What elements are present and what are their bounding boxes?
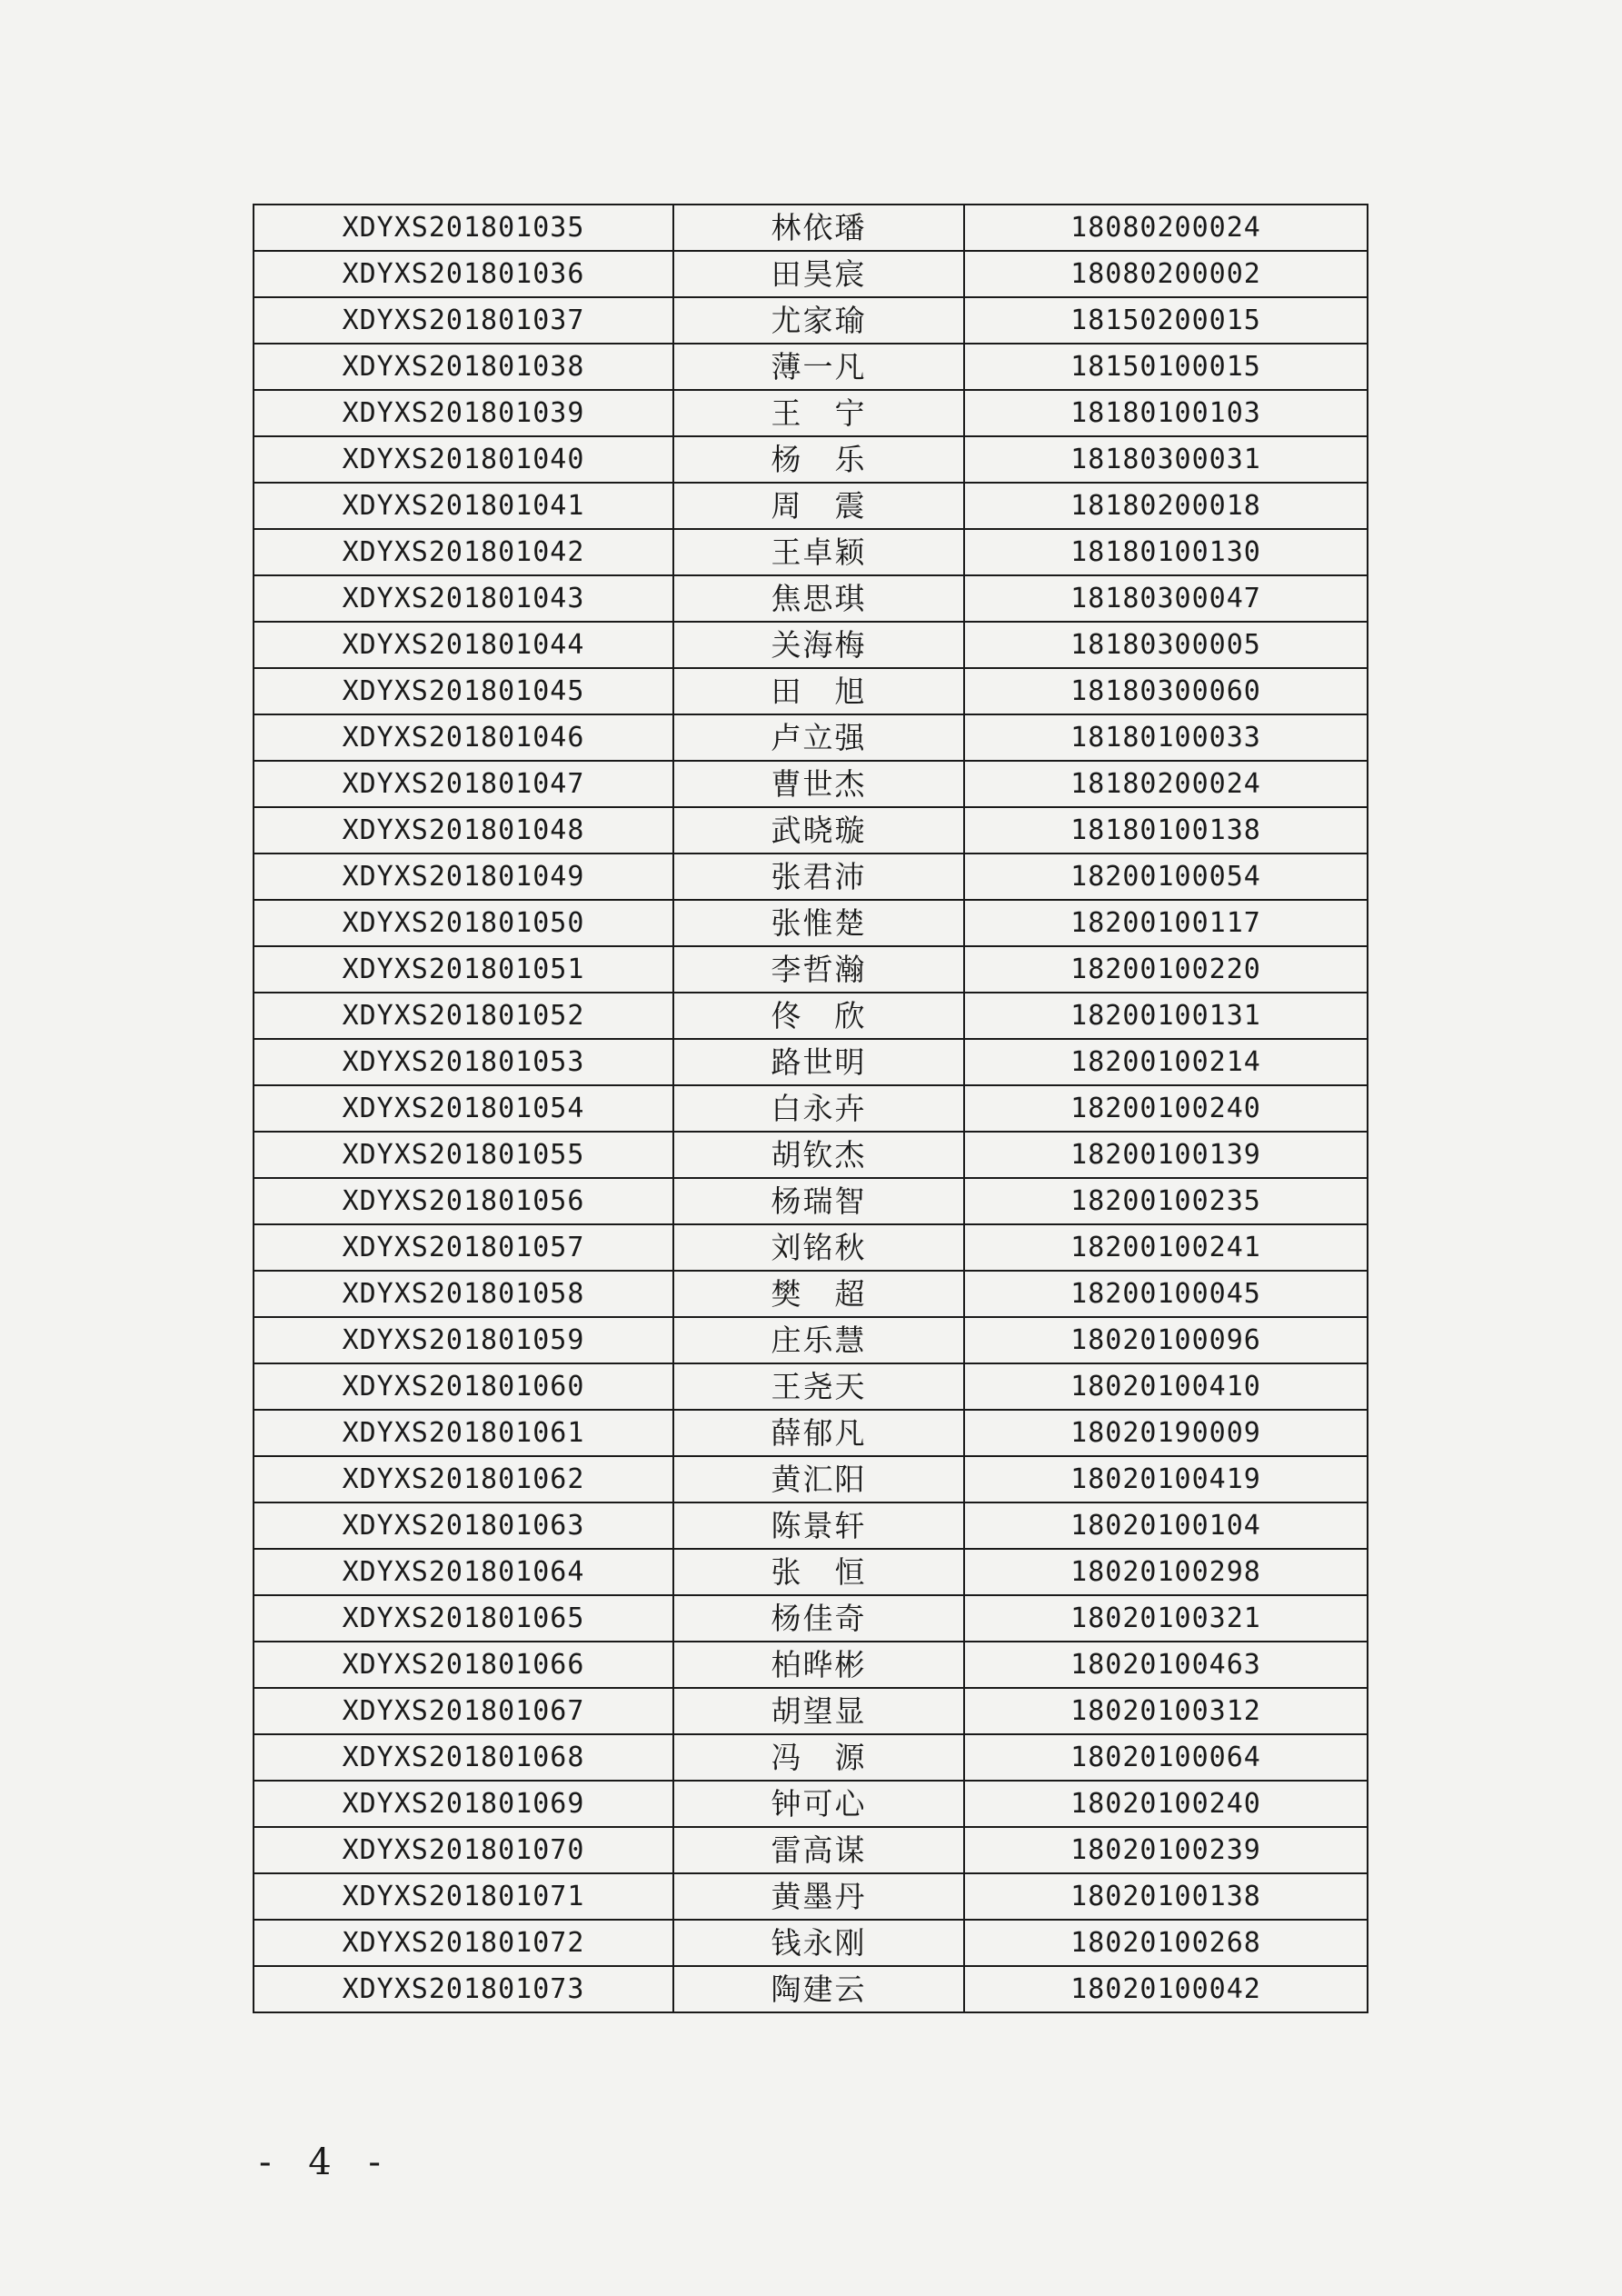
table-row <box>254 575 1368 622</box>
table-row <box>254 854 1368 900</box>
student-id-cell: 18020100096 <box>964 1317 1368 1363</box>
student-name-cell: 武晓璇 <box>673 807 964 854</box>
student-code-cell: XDYXS201801066 <box>254 1642 673 1688</box>
student-name-cell: 薄一凡 <box>673 344 964 390</box>
student-name-cell: 周 震 <box>673 483 964 529</box>
student-name-cell: 钟可心 <box>673 1781 964 1827</box>
student-name-cell: 胡望显 <box>673 1688 964 1734</box>
student-name-cell: 杨瑞智 <box>673 1178 964 1224</box>
student-name-cell: 樊 超 <box>673 1271 964 1317</box>
table-row <box>254 1317 1368 1363</box>
student-code-cell: XDYXS201801050 <box>254 900 673 946</box>
student-name-cell: 田昊宸 <box>673 251 964 297</box>
table-row <box>254 1873 1368 1920</box>
student-code-cell: XDYXS201801052 <box>254 993 673 1039</box>
table-row <box>254 993 1368 1039</box>
student-code-cell: XDYXS201801044 <box>254 622 673 668</box>
student-code-cell: XDYXS201801054 <box>254 1085 673 1132</box>
table-row <box>254 807 1368 854</box>
table-row <box>254 297 1368 344</box>
student-name-cell: 王尧天 <box>673 1363 964 1410</box>
student-id-cell: 18020100298 <box>964 1549 1368 1595</box>
student-id-cell: 18200100214 <box>964 1039 1368 1085</box>
roster-table <box>253 204 1368 2013</box>
student-id-cell: 18200100131 <box>964 993 1368 1039</box>
student-name-cell: 路世明 <box>673 1039 964 1085</box>
table-row <box>254 622 1368 668</box>
student-code-cell: XDYXS201801067 <box>254 1688 673 1734</box>
student-code-cell: XDYXS201801072 <box>254 1920 673 1966</box>
student-code-cell: XDYXS201801061 <box>254 1410 673 1456</box>
table-row <box>254 1410 1368 1456</box>
student-name-cell: 庄乐慧 <box>673 1317 964 1363</box>
student-id-cell: 18180100103 <box>964 390 1368 436</box>
student-name-cell: 张 恒 <box>673 1549 964 1595</box>
student-name-cell: 林依璠 <box>673 205 964 251</box>
table-row <box>254 714 1368 761</box>
student-code-cell: XDYXS201801064 <box>254 1549 673 1595</box>
table-row <box>254 1734 1368 1781</box>
student-code-cell: XDYXS201801069 <box>254 1781 673 1827</box>
student-name-cell: 杨 乐 <box>673 436 964 483</box>
student-name-cell: 薛郁凡 <box>673 1410 964 1456</box>
table-row <box>254 1224 1368 1271</box>
student-code-cell: XDYXS201801038 <box>254 344 673 390</box>
student-id-cell: 18180200024 <box>964 761 1368 807</box>
student-name-cell: 黄墨丹 <box>673 1873 964 1920</box>
student-code-cell: XDYXS201801053 <box>254 1039 673 1085</box>
table-row <box>254 1688 1368 1734</box>
student-name-cell: 曹世杰 <box>673 761 964 807</box>
table-row <box>254 1271 1368 1317</box>
student-id-cell: 18200100240 <box>964 1085 1368 1132</box>
page-number: - 4 - <box>259 2141 393 2183</box>
student-code-cell: XDYXS201801046 <box>254 714 673 761</box>
student-code-cell: XDYXS201801049 <box>254 854 673 900</box>
student-code-cell: XDYXS201801071 <box>254 1873 673 1920</box>
student-code-cell: XDYXS201801048 <box>254 807 673 854</box>
table-row <box>254 1363 1368 1410</box>
table-row <box>254 1920 1368 1966</box>
student-name-cell: 张君沛 <box>673 854 964 900</box>
student-id-cell: 18020100312 <box>964 1688 1368 1734</box>
table-row <box>254 436 1368 483</box>
student-id-cell: 18150200015 <box>964 297 1368 344</box>
student-id-cell: 18020100104 <box>964 1502 1368 1549</box>
student-id-cell: 18020100463 <box>964 1642 1368 1688</box>
student-id-cell: 18180100033 <box>964 714 1368 761</box>
student-id-cell: 18020100042 <box>964 1966 1368 2012</box>
student-name-cell: 白永卉 <box>673 1085 964 1132</box>
student-name-cell: 柏晔彬 <box>673 1642 964 1688</box>
table-row <box>254 483 1368 529</box>
student-code-cell: XDYXS201801062 <box>254 1456 673 1502</box>
student-id-cell: 18180100130 <box>964 529 1368 575</box>
student-name-cell: 张惟楚 <box>673 900 964 946</box>
table-row <box>254 390 1368 436</box>
table-row <box>254 946 1368 993</box>
table-row <box>254 1502 1368 1549</box>
table-row <box>254 1178 1368 1224</box>
table-row <box>254 1132 1368 1178</box>
student-name-cell: 王 宁 <box>673 390 964 436</box>
student-id-cell: 18200100235 <box>964 1178 1368 1224</box>
student-id-cell: 18020100419 <box>964 1456 1368 1502</box>
student-name-cell: 关海梅 <box>673 622 964 668</box>
roster-table-container <box>253 204 1361 2013</box>
student-name-cell: 田 旭 <box>673 668 964 714</box>
student-id-cell: 18180300031 <box>964 436 1368 483</box>
student-id-cell: 18200100220 <box>964 946 1368 993</box>
student-code-cell: XDYXS201801056 <box>254 1178 673 1224</box>
table-row <box>254 761 1368 807</box>
student-id-cell: 18020100410 <box>964 1363 1368 1410</box>
student-id-cell: 18200100241 <box>964 1224 1368 1271</box>
student-id-cell: 18020100239 <box>964 1827 1368 1873</box>
student-id-cell: 18020100268 <box>964 1920 1368 1966</box>
table-row <box>254 1781 1368 1827</box>
student-name-cell: 胡钦杰 <box>673 1132 964 1178</box>
student-name-cell: 冯 源 <box>673 1734 964 1781</box>
student-id-cell: 18200100139 <box>964 1132 1368 1178</box>
student-id-cell: 18020100240 <box>964 1781 1368 1827</box>
student-code-cell: XDYXS201801051 <box>254 946 673 993</box>
student-name-cell: 陶建云 <box>673 1966 964 2012</box>
student-id-cell: 18080200024 <box>964 205 1368 251</box>
student-name-cell: 杨佳奇 <box>673 1595 964 1642</box>
student-id-cell: 18200100117 <box>964 900 1368 946</box>
student-name-cell: 钱永刚 <box>673 1920 964 1966</box>
student-code-cell: XDYXS201801039 <box>254 390 673 436</box>
table-row <box>254 1456 1368 1502</box>
table-row <box>254 668 1368 714</box>
student-id-cell: 18200100054 <box>964 854 1368 900</box>
student-id-cell: 18020100138 <box>964 1873 1368 1920</box>
student-code-cell: XDYXS201801070 <box>254 1827 673 1873</box>
student-name-cell: 王卓颖 <box>673 529 964 575</box>
student-name-cell: 焦思琪 <box>673 575 964 622</box>
student-code-cell: XDYXS201801060 <box>254 1363 673 1410</box>
student-code-cell: XDYXS201801043 <box>254 575 673 622</box>
student-id-cell: 18180200018 <box>964 483 1368 529</box>
student-id-cell: 18180300005 <box>964 622 1368 668</box>
table-row <box>254 1827 1368 1873</box>
student-code-cell: XDYXS201801035 <box>254 205 673 251</box>
table-row <box>254 344 1368 390</box>
student-code-cell: XDYXS201801057 <box>254 1224 673 1271</box>
student-name-cell: 黄汇阳 <box>673 1456 964 1502</box>
student-code-cell: XDYXS201801063 <box>254 1502 673 1549</box>
student-code-cell: XDYXS201801059 <box>254 1317 673 1363</box>
student-name-cell: 尤家瑜 <box>673 297 964 344</box>
table-row <box>254 251 1368 297</box>
table-row <box>254 1549 1368 1595</box>
student-id-cell: 18020100321 <box>964 1595 1368 1642</box>
student-code-cell: XDYXS201801045 <box>254 668 673 714</box>
student-code-cell: XDYXS201801036 <box>254 251 673 297</box>
student-code-cell: XDYXS201801068 <box>254 1734 673 1781</box>
student-id-cell: 18180300060 <box>964 668 1368 714</box>
table-row <box>254 900 1368 946</box>
student-name-cell: 陈景轩 <box>673 1502 964 1549</box>
student-name-cell: 雷高谋 <box>673 1827 964 1873</box>
table-row <box>254 529 1368 575</box>
student-name-cell: 佟 欣 <box>673 993 964 1039</box>
student-code-cell: XDYXS201801055 <box>254 1132 673 1178</box>
student-code-cell: XDYXS201801040 <box>254 436 673 483</box>
student-id-cell: 18180300047 <box>964 575 1368 622</box>
student-id-cell: 18200100045 <box>964 1271 1368 1317</box>
student-code-cell: XDYXS201801042 <box>254 529 673 575</box>
student-code-cell: XDYXS201801041 <box>254 483 673 529</box>
student-name-cell: 刘铭秋 <box>673 1224 964 1271</box>
student-id-cell: 18180100138 <box>964 807 1368 854</box>
roster-table-body <box>254 205 1368 2012</box>
student-name-cell: 卢立强 <box>673 714 964 761</box>
student-id-cell: 18150100015 <box>964 344 1368 390</box>
table-row <box>254 205 1368 251</box>
table-row <box>254 1085 1368 1132</box>
student-code-cell: XDYXS201801073 <box>254 1966 673 2012</box>
student-name-cell: 李哲瀚 <box>673 946 964 993</box>
student-code-cell: XDYXS201801037 <box>254 297 673 344</box>
student-code-cell: XDYXS201801065 <box>254 1595 673 1642</box>
student-id-cell: 18020190009 <box>964 1410 1368 1456</box>
student-id-cell: 18020100064 <box>964 1734 1368 1781</box>
student-code-cell: XDYXS201801058 <box>254 1271 673 1317</box>
table-row <box>254 1595 1368 1642</box>
table-row <box>254 1642 1368 1688</box>
table-row <box>254 1966 1368 2012</box>
table-row <box>254 1039 1368 1085</box>
student-id-cell: 18080200002 <box>964 251 1368 297</box>
student-code-cell: XDYXS201801047 <box>254 761 673 807</box>
